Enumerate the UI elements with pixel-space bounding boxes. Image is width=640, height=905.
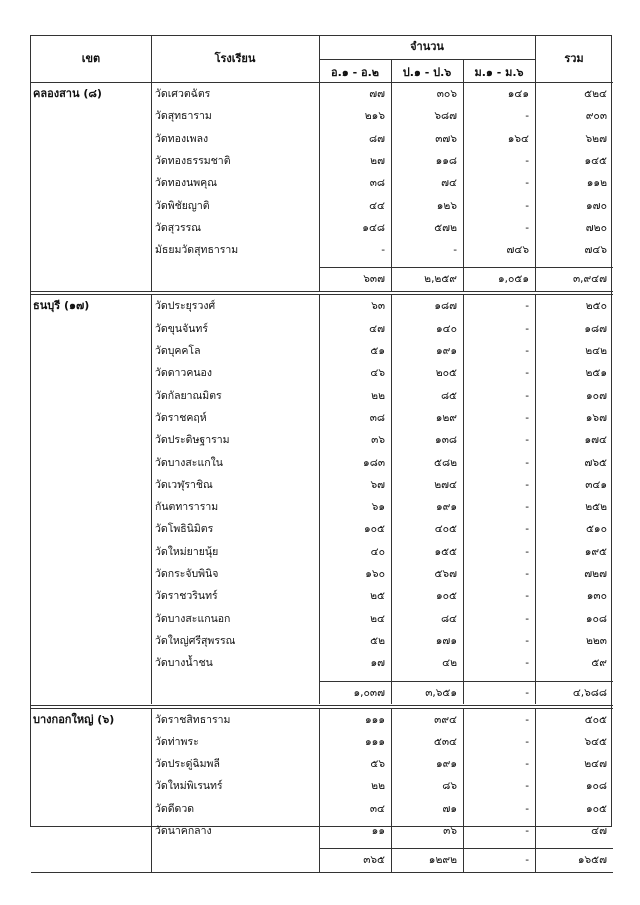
header-sep-5 [535,36,536,82]
subtotal-cell: ๒,๒๕๙ [424,273,457,286]
count-cell: ๕๖๗ [434,568,457,580]
school-name: กันตทาราราม [155,501,219,514]
count-cell: - [525,612,529,625]
count-cell: ๑๙๑ [435,501,457,514]
group-bottom-rule [31,872,613,873]
subtotal-top-rule [319,267,613,268]
count-cell: ๗๒๐ [585,221,607,234]
count-cell: - [525,758,529,771]
subtotal-cell: ๑,๐๓๗ [353,686,385,699]
column-sep [391,295,392,704]
count-cell: - [525,199,529,212]
count-cell: ๑๐๕ [435,590,457,603]
school-name: วัดราชสิทธาราม [155,713,231,726]
count-cell: ๕๖ [370,758,385,771]
school-name: วัดดาวคนอง [155,367,212,380]
school-enrollment-table [30,35,612,867]
header-count: จำนวน [410,40,444,53]
count-cell: ๕๐๕ [584,713,607,726]
count-cell: ๒๒ [371,780,385,793]
subtotal-cell: ๓๖๕ [363,854,385,867]
count-cell: ๑๗๑ [435,634,457,647]
column-sep [463,83,464,291]
count-cell: - [525,345,529,357]
header-school: โรงเรียน [214,52,256,65]
column-sep [535,709,536,873]
count-cell: - [525,568,529,580]
count-cell: ๒๕๑ [585,367,607,380]
column-sep [535,295,536,704]
school-name: วัดกระจับพินิจ [155,568,219,580]
count-cell: ๑๔๑ [507,88,529,100]
count-cell: ๑๐๘ [585,780,607,793]
count-cell: ๖๘๗ [434,110,457,123]
count-cell: ๑๖๐ [365,568,385,580]
subtotal-cell: ๓,๙๔๗ [572,273,607,286]
school-name: วัดประยุรวงศ์ [155,300,216,313]
header-sub-primary: ป.๑ - ป.๖ [402,66,452,79]
count-cell: ๓๗๖ [435,132,457,145]
count-cell: - [525,177,529,190]
column-sep [319,709,320,873]
count-cell: - [525,634,529,647]
count-cell: ๗๔๖ [506,244,529,257]
count-cell: ๖๒๗ [585,132,607,145]
count-cell: ๒๕๐ [585,300,607,313]
school-name: วัดประดิษฐาราม [155,434,230,447]
header-sub-secondary: ม.๑ - ม.๖ [474,66,524,79]
count-cell: ๕๑๐ [585,523,607,536]
count-cell: ๗๑ [442,802,457,815]
count-cell: ๕๑ [370,345,385,357]
school-name: วัดบางน้ำชน [155,657,213,670]
count-cell: - [525,590,529,603]
count-cell: ๑๙๑ [435,758,457,771]
school-name: วัดบุคคโล [155,345,201,357]
count-cell: ๒๑๖ [364,110,385,123]
school-name: วัดท่าพระ [155,735,199,748]
subtotal-cell: - [525,854,529,867]
school-name: วัดนาคกลาง [155,825,212,837]
column-sep [151,295,152,704]
count-cell: ๒๔ [370,612,385,625]
count-cell: ๑๙๑ [435,345,457,357]
school-name: วัดทองธรรมชาติ [155,154,231,167]
count-cell: ๑๑ [371,825,385,837]
header-sep-2 [319,36,320,82]
count-cell: - [525,523,529,536]
count-cell: - [525,825,529,837]
count-cell: - [525,389,529,402]
school-name: วัดบางสะแกใน [155,456,223,469]
count-cell: ๘๗ [369,132,385,145]
count-cell: - [525,110,529,123]
subtotal-cell: ๖๓๗ [363,273,385,286]
header-count-rule [319,59,535,60]
count-cell: ๒๔๒ [585,345,607,357]
count-cell: ๒๕ [370,590,385,603]
count-cell: ๔๖ [370,367,385,380]
count-cell: ๑๗ [370,657,385,670]
count-cell: ๕๒๔ [584,88,607,100]
count-cell: ๗๔๖ [584,244,607,257]
count-cell: ๖๑ [371,501,385,514]
subtotal-top-rule [319,848,613,849]
count-cell: ๘๖ [442,780,457,793]
header-total: รวม [564,52,584,65]
group-bottom-rule [31,291,613,292]
column-sep [319,83,320,291]
school-name: วัดทองนพคุณ [155,177,217,190]
subtotal-cell: ๔,๖๘๘ [572,686,607,699]
count-cell: - [525,221,529,234]
count-cell: ๓๖ [371,434,385,447]
column-sep [535,83,536,291]
school-name: วัดสุทธาราม [155,110,212,123]
count-cell: ๑๓๘ [435,434,457,447]
column-sep [463,295,464,704]
count-cell: ๑๕๕ [434,545,457,558]
count-cell: ๓๙๔ [434,713,457,726]
count-cell: ๗๗ [369,88,385,100]
count-cell: - [525,802,529,815]
count-cell: ๔๐๕ [434,523,457,536]
count-cell: ๖๗ [370,478,385,491]
school-name: วัดขุนจันทร์ [155,322,208,335]
count-cell: ๑๘๗ [584,322,607,335]
subtotal-cell: ๑,๐๕๑ [497,273,529,286]
count-cell: ๑๒๖ [436,199,457,212]
count-cell: ๕๙ [591,657,607,670]
count-cell: ๕๘๒ [434,456,457,469]
count-cell: ๑๘๗ [434,300,457,313]
count-cell: ๔๒ [442,657,457,670]
count-cell: ๒๔๗ [584,758,607,771]
count-cell: ๓๔ [369,802,385,815]
group-bottom-rule-double [31,708,613,709]
count-cell: ๔๗ [369,322,385,335]
count-cell: ๘๔ [440,612,457,625]
count-cell: ๑๑๑ [365,735,385,748]
subtotal-cell: ๑๖๕๗ [577,854,607,867]
count-cell: ๑๓๐ [586,590,607,603]
count-cell: - [525,501,529,514]
header-sub-kindergarten: อ.๑ - อ.๒ [330,66,380,79]
district-name: บางกอกใหญ่ (๖) [33,712,115,726]
subtotal-top-rule [319,681,613,682]
count-cell: - [525,154,529,167]
count-cell: - [525,657,529,670]
column-sep [151,83,152,291]
count-cell: ๑๐๕ [585,802,607,815]
count-cell: ๑๑๒ [586,177,607,190]
count-cell: - [525,411,529,424]
count-cell: - [453,244,457,257]
subtotal-cell: ๑๒๙๒ [428,854,457,867]
count-cell: - [525,478,529,491]
count-cell: ๒๗ [370,154,385,167]
header-bottom-rule [31,82,613,83]
school-name: วัดพิชัยญาติ [155,199,210,212]
count-cell: ๕๒ [370,634,385,647]
count-cell: ๒๕๒ [585,501,607,514]
count-cell: ๓๘ [369,177,385,190]
school-name: วัดทองเพลง [155,132,209,145]
count-cell: ๙๐๓ [585,110,607,123]
count-cell: - [381,244,385,257]
count-cell: ๑๖๔ [507,132,529,145]
column-sep [391,83,392,291]
count-cell: ๑๖๗ [585,411,607,424]
count-cell: ๖๓ [371,300,385,313]
count-cell: - [525,735,529,748]
count-cell: ๑๔๘ [362,221,385,234]
count-cell: - [525,322,529,335]
count-cell: ๘๕ [440,389,457,402]
count-cell: ๒๒๓ [585,634,607,647]
school-name: วัดใหญ่ศรีสุพรรณ [155,634,236,647]
column-sep [391,709,392,873]
count-cell: ๒๒ [371,389,385,402]
count-cell: ๑๐๕ [363,523,385,536]
subtotal-cell: - [525,686,529,699]
count-cell: ๔๗ [591,825,607,837]
column-sep [319,295,320,704]
subtotal-cell: ๓,๖๕๑ [425,686,457,699]
header-sep-1 [151,36,152,82]
school-name: วัดสุวรรณ [155,221,202,234]
group-bottom-rule-double [31,294,613,295]
count-cell: ๗๔ [441,177,457,190]
count-cell: ๒๐๕ [435,367,457,380]
count-cell: ๑๐๘ [585,612,607,625]
count-cell: ๑๑๘ [435,154,457,167]
column-sep [463,709,464,873]
school-name: มัธยมวัดสุทธาราม [155,244,239,257]
count-cell: ๑๔๐ [435,322,457,335]
district-name: ธนบุรี (๑๗) [33,299,90,313]
count-cell: ๕๗๒ [434,221,457,234]
count-cell: ๔๐ [370,545,385,558]
school-name: วัดเศวตฉัตร [155,88,211,100]
school-name: วัดบางสะแกนอก [155,612,231,625]
school-name: วัดเวฬุราชิณ [155,478,213,491]
count-cell: ๑๒๙ [435,411,457,424]
count-cell: - [525,713,529,726]
count-cell: - [525,456,529,469]
count-cell: ๗๖๕ [584,456,607,469]
count-cell: ๓๖ [443,825,457,837]
group-bottom-rule [31,705,613,706]
count-cell: - [525,780,529,793]
count-cell: ๑๗๐ [586,199,607,212]
count-cell: ๑๘๓ [363,456,385,469]
count-cell: ๑๗๔ [584,434,607,447]
count-cell: ๑๔๕ [584,154,607,167]
school-name: วัดกัลยาณมิตร [155,389,222,402]
header-sep-4 [463,59,464,82]
count-cell: ๗๒๗ [584,568,607,580]
count-cell: ๔๔ [369,199,385,212]
count-cell: - [525,300,529,313]
count-cell: ๑๐๗ [586,389,607,402]
district-name: คลองสาน (๘) [33,87,102,100]
count-cell: ๑๙๕ [584,545,607,558]
count-cell: ๑๑๑ [365,713,385,726]
school-name: วัดราชวรินทร์ [155,590,218,603]
school-name: วัดดีดวด [155,802,195,815]
count-cell: ๒๗๔ [434,478,457,491]
count-cell: - [525,545,529,558]
header-sep-3 [391,59,392,82]
school-name: วัดโพธินิมิตร [155,523,214,536]
school-name: วัดใหม่พิเรนทร์ [155,780,223,793]
school-name: วัดประดู่ฉิมพลี [155,758,220,771]
count-cell: ๓๘ [369,411,385,424]
school-name: วัดใหม่ยายนุ้ย [155,545,219,558]
header-district: เขต [81,52,101,65]
school-name: วัดราชคฤห์ [155,411,207,424]
count-cell: - [525,434,529,447]
count-cell: ๓๔๑ [585,478,607,491]
count-cell: ๓๐๖ [436,88,457,100]
column-sep [151,709,152,873]
count-cell: ๖๔๕ [584,735,607,748]
count-cell: ๕๓๔ [433,735,457,748]
count-cell: - [525,367,529,380]
